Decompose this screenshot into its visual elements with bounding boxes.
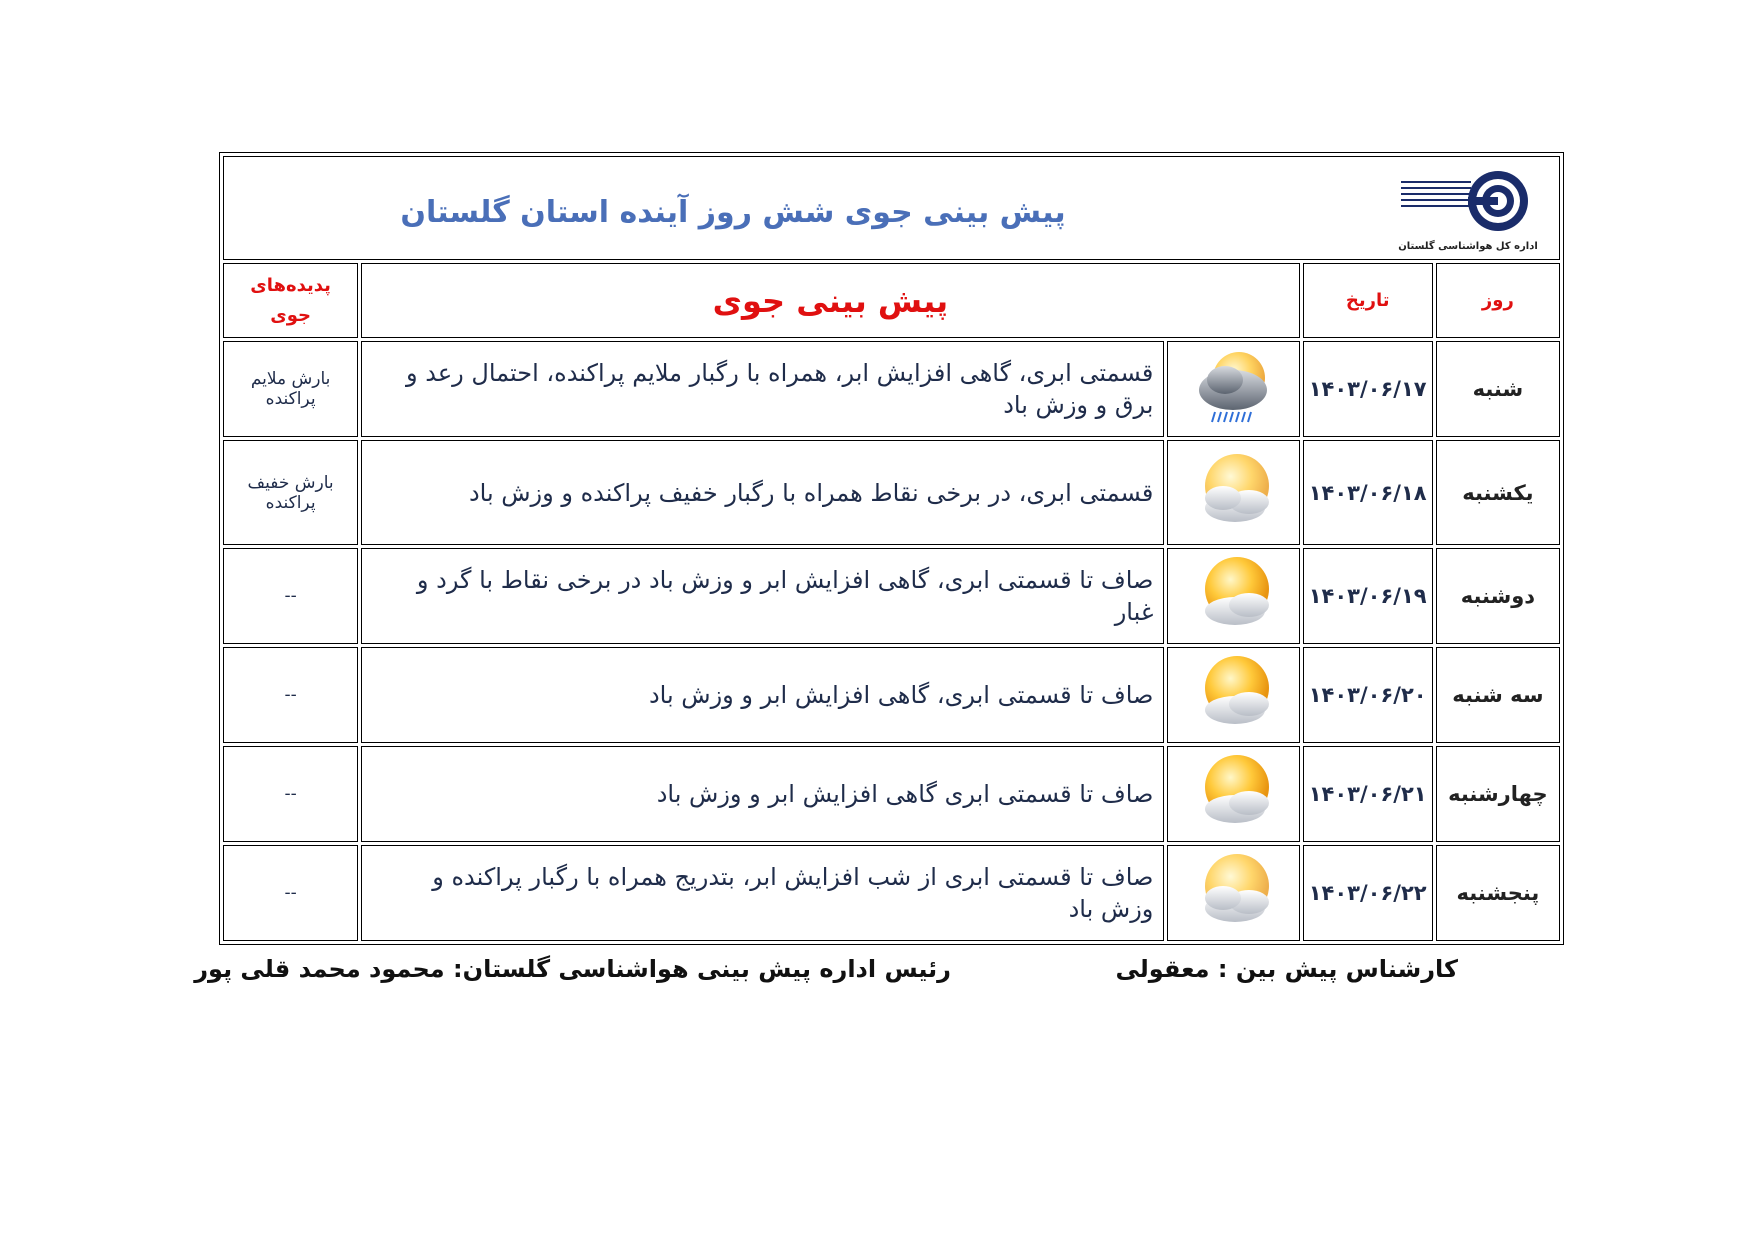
phenomena-cell: -- bbox=[223, 746, 358, 842]
day-cell: دوشنبه bbox=[1436, 548, 1560, 644]
day-cell: یکشنبه bbox=[1436, 440, 1560, 545]
date-cell: ۱۴۰۳/۰۶/۲۱ bbox=[1303, 746, 1433, 842]
logo-caption: اداره کل هواشناسی گلستان bbox=[1398, 241, 1538, 252]
weather-icon-cell bbox=[1167, 845, 1299, 941]
title-row bbox=[223, 156, 1560, 260]
forecast-sheet bbox=[219, 152, 1564, 945]
date-cell: ۱۴۰۳/۰۶/۱۷ bbox=[1303, 341, 1433, 437]
date-cell: ۱۴۰۳/۰۶/۱۹ bbox=[1303, 548, 1433, 644]
phenomena-cell: بارش ملایم پراکنده bbox=[223, 341, 358, 437]
forecast-text: صاف تا قسمتی ابری، گاهی افزایش ابر و وزش باد bbox=[361, 647, 1164, 743]
phenomena-header-line1: پدیده‌های bbox=[250, 274, 331, 296]
weather-icon-cell bbox=[1167, 746, 1299, 842]
day-cell: پنجشنبه bbox=[1436, 845, 1560, 941]
sun-cloud-icon bbox=[1189, 723, 1279, 742]
weather-icon-cell bbox=[1167, 548, 1299, 644]
date-cell: ۱۴۰۳/۰۶/۱۸ bbox=[1303, 440, 1433, 545]
day-cell: سه شنبه bbox=[1436, 647, 1560, 743]
sun-cloud-icon bbox=[1189, 822, 1279, 841]
cloud-rain-icon bbox=[1189, 417, 1279, 436]
forecast-rows bbox=[223, 341, 1560, 941]
weather-icon-cell bbox=[1167, 440, 1299, 545]
forecast-text: صاف تا قسمتی ابری، گاهی افزایش ابر و وزش باد در برخی نقاط با گرد و غبار bbox=[361, 548, 1164, 644]
table-row bbox=[223, 647, 1560, 743]
column-header-date: تاریخ bbox=[1303, 263, 1433, 338]
title-cell bbox=[223, 156, 1560, 260]
page-title: پیش بینی جوی شش روز آینده استان گلستان bbox=[400, 195, 1066, 230]
day-cell: چهارشنبه bbox=[1436, 746, 1560, 842]
table-row bbox=[223, 440, 1560, 545]
meteorological-organization-logo bbox=[1393, 167, 1543, 252]
forecast-text: قسمتی ابری، گاهی افزایش ابر، همراه با رگبار ملایم پراکنده، احتمال رعد و برق و وزش باد bbox=[361, 341, 1164, 437]
partly-cloudy-icon bbox=[1189, 521, 1279, 540]
logo-emblem-icon bbox=[1393, 167, 1543, 235]
date-cell: ۱۴۰۳/۰۶/۲۰ bbox=[1303, 647, 1433, 743]
column-header-phenomena bbox=[223, 263, 358, 338]
phenomena-header-line2: جوی bbox=[270, 304, 311, 326]
forecaster-label: کارشناس پیش بین : معقولی bbox=[1115, 955, 1458, 983]
weather-icon-cell bbox=[1167, 647, 1299, 743]
partly-cloudy-icon bbox=[1189, 921, 1279, 940]
phenomena-cell: -- bbox=[223, 647, 358, 743]
forecast-text: صاف تا قسمتی ابری گاهی افزایش ابر و وزش باد bbox=[361, 746, 1164, 842]
table-row bbox=[223, 341, 1560, 437]
forecast-table bbox=[219, 152, 1564, 945]
column-header-day: روز bbox=[1436, 263, 1560, 338]
forecast-text: صاف تا قسمتی ابری از شب افزایش ابر، بتدریج همراه با رگبار پراکنده و وزش باد bbox=[361, 845, 1164, 941]
table-row bbox=[223, 845, 1560, 941]
weather-icon-cell bbox=[1167, 341, 1299, 437]
date-cell: ۱۴۰۳/۰۶/۲۲ bbox=[1303, 845, 1433, 941]
phenomena-cell: -- bbox=[223, 845, 358, 941]
director-label: رئیس اداره پیش بینی هواشناسی گلستان: محمود محمد قلی پور bbox=[194, 955, 951, 983]
sun-cloud-icon bbox=[1189, 624, 1279, 643]
header-row bbox=[223, 263, 1560, 338]
table-row bbox=[223, 548, 1560, 644]
forecast-text: قسمتی ابری، در برخی نقاط همراه با رگبار خفیف پراکنده و وزش باد bbox=[361, 440, 1164, 545]
day-cell: شنبه bbox=[1436, 341, 1560, 437]
phenomena-cell: -- bbox=[223, 548, 358, 644]
table-row bbox=[223, 746, 1560, 842]
phenomena-cell: بارش خفیف پراکنده bbox=[223, 440, 358, 545]
column-header-forecast: پیش بینی جوی bbox=[361, 263, 1299, 338]
